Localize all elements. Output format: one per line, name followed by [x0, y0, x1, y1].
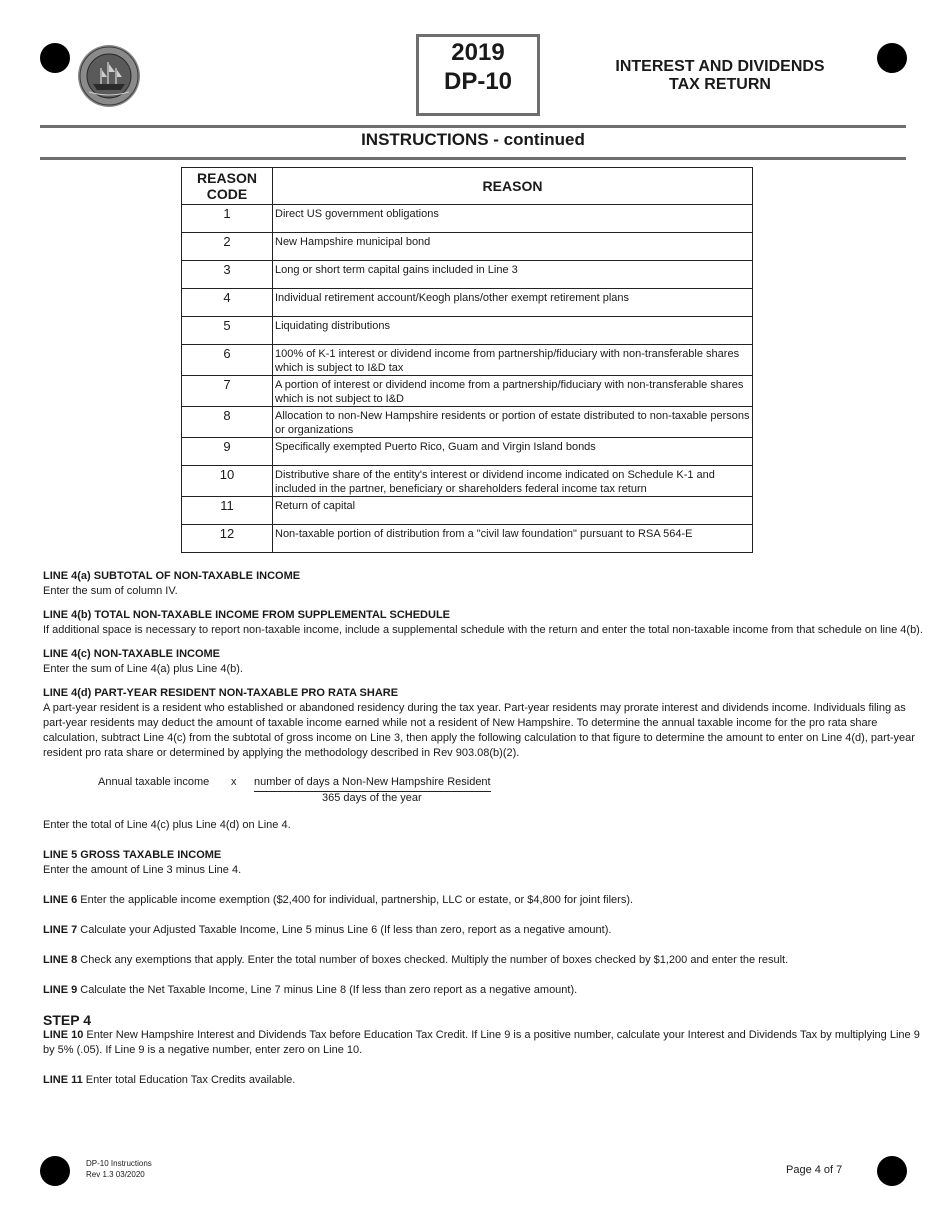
table-row: [182, 317, 753, 345]
formula-lhs: Annual taxable income: [98, 776, 210, 788]
col-header-code: [182, 168, 273, 205]
registration-dot-bottom-right: [877, 1156, 907, 1186]
reason-code: 9: [182, 438, 273, 466]
registration-dot-bottom-left: [40, 1156, 70, 1186]
line-5-heading: LINE 5 GROSS TAXABLE INCOME: [43, 849, 222, 861]
reason-text: Direct US government obligations: [273, 205, 753, 233]
form-id-box: [416, 34, 540, 116]
line-6-paragraph: [43, 893, 923, 908]
reason-code: 3: [182, 261, 273, 289]
registration-dot-top-left: [40, 43, 70, 73]
line-9-text: Calculate the Net Taxable Income, Line 7 minus Line 8 (If less than zero report as a negative amount).: [77, 984, 578, 996]
line-11-text: Enter total Education Tax Credits available.: [82, 1074, 296, 1086]
line-6-label: LINE 6: [43, 894, 78, 906]
table-row: [182, 497, 753, 525]
line-4c-text: Enter the sum of Line 4(a) plus Line 4(b).: [43, 663, 243, 675]
reason-text: Specifically exempted Puerto Rico, Guam and Virgin Island bonds: [273, 438, 753, 466]
line-6-text: Enter the applicable income exemption ($2,400 for individual, partnership, LLC or estate, or $4,800 for joint filers).: [77, 894, 634, 906]
reason-code: 4: [182, 289, 273, 317]
line-7-text: Calculate your Adjusted Taxable Income, Line 5 minus Line 6 (If less than zero, report as a negative amount).: [77, 924, 612, 936]
table-row: [182, 376, 753, 407]
formula-operator: x: [231, 776, 237, 788]
state-seal-icon: [77, 44, 141, 108]
instructions-body: [43, 569, 923, 1088]
reason-code: 8: [182, 407, 273, 438]
reason-text: New Hampshire municipal bond: [273, 233, 753, 261]
reason-code: 5: [182, 317, 273, 345]
reason-code: 6: [182, 345, 273, 376]
form-year: 2019: [451, 39, 505, 66]
line-4d-heading: LINE 4(d) PART-YEAR RESIDENT NON-TAXABLE PRO RATA SHARE: [43, 687, 399, 699]
reason-text: Return of capital: [273, 497, 753, 525]
reason-text: Allocation to non-New Hampshire residents or portion of estate distributed to non-taxable persons or organizations: [273, 407, 753, 438]
reason-code: 1: [182, 205, 273, 233]
line-10-text: Enter New Hampshire Interest and Dividends Tax before Education Tax Credit. If Line 9 is a positive number, calculate your Interest and Dividends Tax by multiplying Line 9 by 5% (.05). If Line 9 is a negative number, enter zero on Line 10.: [43, 1029, 920, 1056]
form-title-line1: INTEREST AND DIVIDENDS: [615, 58, 825, 75]
top-rule: [40, 125, 906, 128]
line-4d-text: A part-year resident is a resident who established or abandoned residency during the tax year. Part-year residents may prorate interest and dividends income. Individuals filing as part-year residents may deduct the amount of taxable income earned while not a resident of New Hampshire. To determine the annual taxable income for the pro rata share calculation, subtract Line 4(c) from the subtotal of gross income on Line 3, then apply the following calculation to that figure to determine the amount to enter on Line 4(d), part-year resident pro rata share or determined by applying the methodology described in Rev 903.08(b)(2).: [43, 702, 915, 759]
col-header-reason: REASON: [273, 168, 753, 205]
section-title: INSTRUCTIONS - continued: [361, 130, 585, 149]
line-8-paragraph: [43, 953, 923, 968]
line-4b-heading: LINE 4(b) TOTAL NON-TAXABLE INCOME FROM SUPPLEMENTAL SCHEDULE: [43, 609, 450, 621]
reason-code-table: [181, 167, 753, 553]
line-4a-text: Enter the sum of column IV.: [43, 585, 178, 597]
formula-denominator: 365 days of the year: [322, 792, 422, 804]
line-4-total-text: Enter the total of Line 4(c) plus Line 4(d) on Line 4.: [43, 819, 291, 831]
form-id: DP-10: [443, 68, 513, 95]
table-row: [182, 345, 753, 376]
line-8-text: Check any exemptions that apply. Enter the total number of boxes checked. Multiply the number of boxes checked by $1,200 and enter the result.: [77, 954, 789, 966]
table-row: [182, 466, 753, 497]
line-4b-text: If additional space is necessary to report non-taxable income, include a supplemental schedule with the return and enter the total non-taxable income from that schedule on line 4(b).: [43, 624, 923, 636]
line-8-label: LINE 8: [43, 954, 78, 966]
table-row: [182, 407, 753, 438]
table-row: [182, 525, 753, 553]
line-5-text: Enter the amount of Line 3 minus Line 4.: [43, 864, 242, 876]
page-number: Page 4 of 7: [786, 1164, 843, 1176]
reason-code: 10: [182, 466, 273, 497]
line-11-paragraph: [43, 1073, 923, 1088]
table-row: [182, 205, 753, 233]
reason-text: 100% of K-1 interest or dividend income from partnership/fiduciary with non-transferable shares which is subject to I&D tax: [273, 345, 753, 376]
pro-rata-formula: [43, 767, 923, 809]
formula-numerator: number of days a Non-New Hampshire Resident: [254, 775, 491, 792]
reason-text: Individual retirement account/Keogh plans/other exempt retirement plans: [273, 289, 753, 317]
line-9-paragraph: [43, 983, 923, 998]
table-header-row: [182, 168, 753, 205]
line-4a-heading: LINE 4(a) SUBTOTAL OF NON-TAXABLE INCOME: [43, 570, 301, 582]
line-7-paragraph: [43, 923, 923, 938]
reason-code: 7: [182, 376, 273, 407]
table-row: [182, 233, 753, 261]
reason-text: Liquidating distributions: [273, 317, 753, 345]
form-title-line2: TAX RETURN: [669, 76, 771, 93]
section-rule: [40, 157, 906, 160]
table-row: [182, 289, 753, 317]
reason-text: Non-taxable portion of distribution from a "civil law foundation" pursuant to RSA 564-E: [273, 525, 753, 553]
reason-text: Long or short term capital gains included in Line 3: [273, 261, 753, 289]
col-header-code-line1: REASON: [197, 170, 257, 186]
footer-revision: Rev 1.3 03/2020: [86, 1170, 145, 1179]
form-title: [570, 58, 870, 94]
line-10-paragraph: [43, 1028, 923, 1058]
line-7-label: LINE 7: [43, 924, 78, 936]
reason-code: 11: [182, 497, 273, 525]
line-11-label: LINE 11: [43, 1074, 83, 1086]
reason-code: 12: [182, 525, 273, 553]
footer-doc-info: [86, 1158, 152, 1180]
registration-dot-top-right: [877, 43, 907, 73]
table-row: [182, 438, 753, 466]
line-9-label: LINE 9: [43, 984, 78, 996]
table-row: [182, 261, 753, 289]
line-10-label: LINE 10: [43, 1029, 84, 1041]
reason-text: A portion of interest or dividend income from a partnership/fiduciary with non-transferable shares which is not subject to I&D: [273, 376, 753, 407]
col-header-code-line2: CODE: [206, 186, 248, 202]
step-4-heading: STEP 4: [43, 1012, 91, 1028]
footer-doc-name: DP-10 Instructions: [86, 1159, 152, 1168]
reason-code: 2: [182, 233, 273, 261]
reason-text: Distributive share of the entity's interest or dividend income indicated on Schedule K-1 and included in the partner, beneficiary or shareholders federal income tax return: [273, 466, 753, 497]
line-4c-heading: LINE 4(c) NON-TAXABLE INCOME: [43, 648, 221, 660]
